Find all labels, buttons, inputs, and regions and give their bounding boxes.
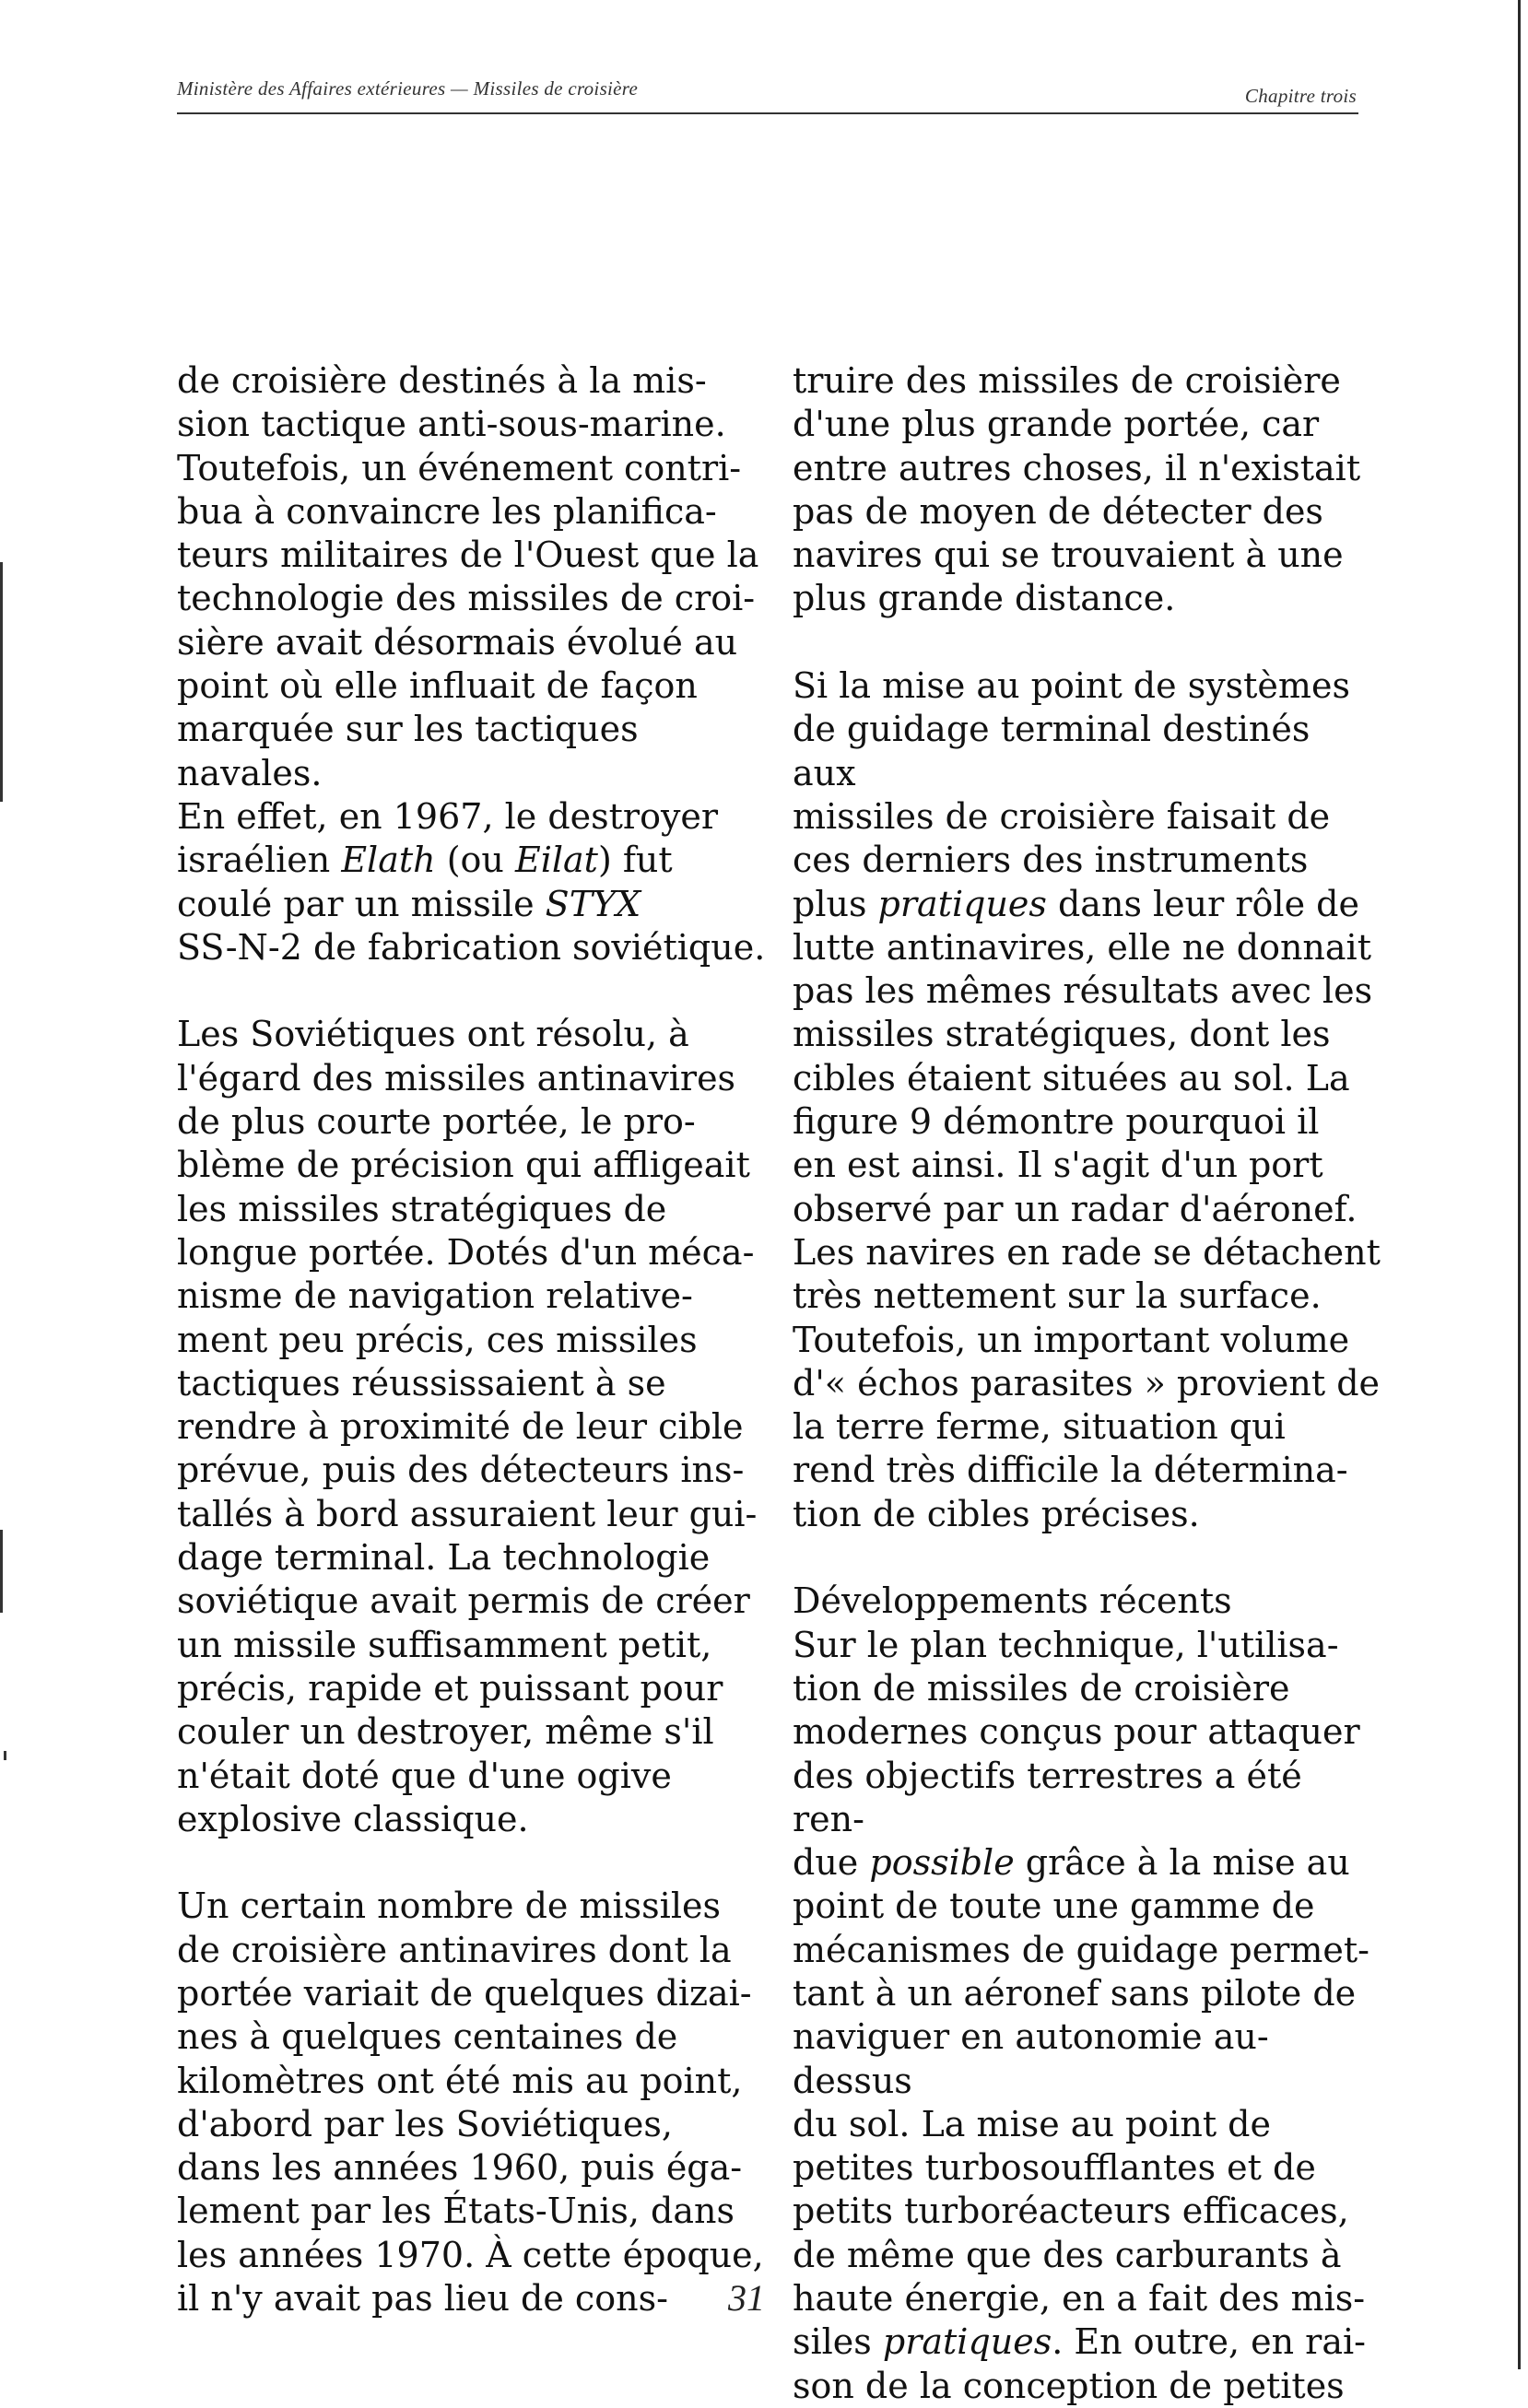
paragraph: Sur le plan technique, l'utilisa- tion de missiles de croisière modernes conçus pour attaquer des objectifs terrestres a été ren- due possible grâce à la mise au point de toute une gamme de mécanismes de guidage permet- tant à un aéronef sans pilote de naviguer en autonomie au-dessus du sol. La mise au point de petites turbosoufflantes et de petits turboréacteurs efficaces, de même que des carburants à haute énergie, en a fait des mis- siles pratiques. En outre, en rai- son de la conception de petites — [793, 1624, 1370, 2406]
header-chapter: Chapitre trois — [1244, 85, 1357, 107]
page-number: 31 — [728, 2277, 765, 2319]
left-column — [177, 359, 767, 2320]
scan-border-line — [1518, 0, 1521, 2369]
right-column — [793, 359, 1382, 2408]
paragraph: Un certain nombre de missiles de croisière antinavires dont la portée variait de quelques dizai- nes à quelques centaines de kilomètres ont été mis au point, d'abord par les Soviétiques, dans les années 1960, puis éga- lement par les États-Unis, dans les années 1970. À cette époque, il n'y avait pas lieu de cons- — [177, 1885, 764, 2320]
paragraph: Si la mise au point de systèmes de guidage terminal destinés aux missiles de croisière faisait de ces derniers des instruments plus pratiques dans leur rôle de lutte antinavires, elle ne donnait pas les mêmes résultats avec les missiles stratégiques, dont les cibles étaient situées au sol. La figure 9 démontre pourquoi il en est ainsi. Il s'agit d'un port observé par un radar d'aéronef. Les navires en rade se détachent très nettement sur la surface. Toutefois, un important volume d'« échos parasites » provient de la terre ferme, situation qui rend très difficile la détermina- tion de cibles précises. — [793, 665, 1381, 1534]
paragraph: Les Soviétiques ont résolu, à l'égard des missiles antinavires de plus courte portée, le pro- blème de précision qui affligeait les missiles stratégiques de longue portée. Dotés d'un méca- nisme de navigation relative- ment peu précis, ces missiles tactiques réussissaient à se rendre à proximité de leur cible prévue, puis des détecteurs ins- tallés à bord assuraient leur gui- dage terminal. La technologie soviétique avait permis de créer un missile suffisamment petit, précis, rapide et puissant pour couler un destroyer, même s'il n'était doté que d'une ogive explosive classique. — [177, 1014, 758, 1839]
scan-artifact — [4, 1751, 6, 1760]
paragraph: de croisière destinés à la mis- sion tactique anti-sous-marine. Toutefois, un événement contri- bua à convaincre les planifica- teurs militaires de l'Ouest que la technologie des missiles de croi- sière avait désormais évolué au point où elle influait de façon marquée sur les tactiques navales. En effet, en 1967, le destroyer israélien Elath (ou Eilat) fut coulé par un missile STYX SS-N-2 de fabrication soviétique. — [177, 360, 766, 968]
header-left-title: Ministère des Affaires extérieures — Missiles de croisière — [177, 77, 639, 100]
header-rule — [177, 112, 1358, 114]
paragraph: truire des missiles de croisière d'une plus grande portée, car entre autres choses, il n'existait pas de moyen de détecter des navires qui se trouvaient à une plus grande distance. — [793, 360, 1361, 619]
running-header — [177, 77, 1357, 114]
scan-artifact — [0, 562, 3, 802]
section-heading: Développements récents — [793, 1580, 1232, 1622]
scan-artifact — [0, 1530, 3, 1613]
